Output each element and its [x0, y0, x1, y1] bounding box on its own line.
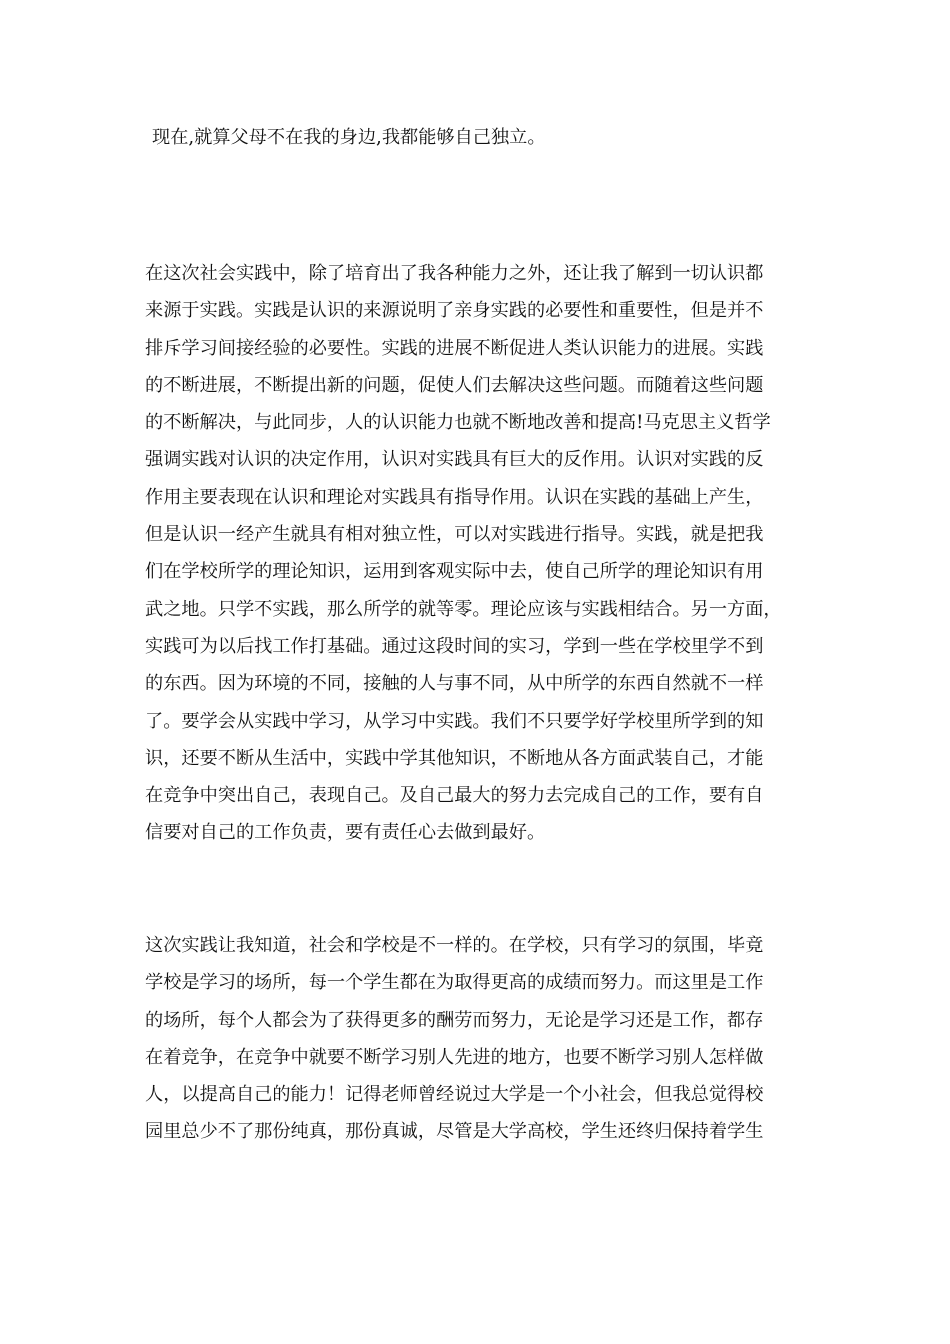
paragraph-line: 信要对自己的工作负责，要有责任心去做到最好。: [145, 822, 546, 844]
paragraph-line: 园里总少不了那份纯真，那份真诚，尽管是大学高校，学生还终归保持着学生: [145, 1121, 764, 1143]
paragraph-1: [152, 126, 822, 163]
paragraph-line: 实践可为以后找工作打基础。通过这段时间的实习，学到一些在学校里学不到: [145, 635, 764, 657]
paragraph-line: 现在,就算父母不在我的身边,我都能够自己独立。: [152, 127, 546, 148]
paragraph-line: 在这次社会实践中，除了培育出了我各种能力之外，还让我了解到一切认识都: [145, 263, 764, 284]
paragraph-line: 的不断进展，不断提出新的问题，促使人们去解决这些问题。而随着这些问题: [145, 374, 764, 396]
paragraph-line: 在着竞争，在竞争中就要不断学习别人先进的地方，也要不断学习别人怎样做: [145, 1046, 764, 1068]
paragraph-line: 这次实践让我知道，社会和学校是不一样的。在学校，只有学习的氛围，毕竟: [145, 935, 764, 956]
paragraph-line: 来源于实践。实践是认识的来源说明了亲身实践的必要性和重要性，但是并不: [145, 300, 764, 322]
paragraph-line: 武之地。只学不实践，那么所学的就等零。理论应该与实践相结合。另一方面，: [145, 598, 782, 620]
paragraph-line: 排斥学习间接经验的必要性。实践的进展不断促进人类认识能力的进展。实践: [145, 337, 764, 359]
paragraph-line: 了。要学会从实践中学习，从学习中实践。我们不只要学好学校里所学到的知: [145, 710, 764, 732]
paragraph-3: [145, 934, 815, 1158]
paragraph-line: 的不断解决，与此同步，人的认识能力也就不断地改善和提高!马克思主义哲学: [145, 412, 771, 434]
paragraph-line: 强调实践对认识的决定作用，认识对实践具有巨大的反作用。认识对实践的反: [145, 449, 764, 471]
paragraph-line: 识，还要不断从生活中，实践中学其他知识，不断地从各方面武装自己，才能: [145, 747, 764, 769]
paragraph-line: 们在学校所学的理论知识，运用到客观实际中去，使自己所学的理论知识有用: [145, 561, 764, 583]
paragraph-line: 但是认识一经产生就具有相对独立性，可以对实践进行指导。实践，就是把我: [145, 524, 764, 546]
paragraph-line: 在竞争中突出自己，表现自己。及自己最大的努力去完成自己的工作，要有自: [145, 785, 764, 807]
paragraph-line: 的场所，每个人都会为了获得更多的酬劳而努力，无论是学习还是工作，都存: [145, 1009, 764, 1031]
paragraph-2: [145, 262, 815, 859]
paragraph-line: 的东西。因为环境的不同，接触的人与事不同，从中所学的东西自然就不一样: [145, 673, 764, 695]
paragraph-line: 作用主要表现在认识和理论对实践具有指导作用。认识在实践的基础上产生，: [145, 486, 764, 508]
paragraph-line: 学校是学习的场所，每一个学生都在为取得更高的成绩而努力。而这里是工作: [145, 972, 764, 994]
paragraph-line: 人，以提高自己的能力！记得老师曾经说过大学是一个小社会，但我总觉得校: [145, 1084, 764, 1106]
